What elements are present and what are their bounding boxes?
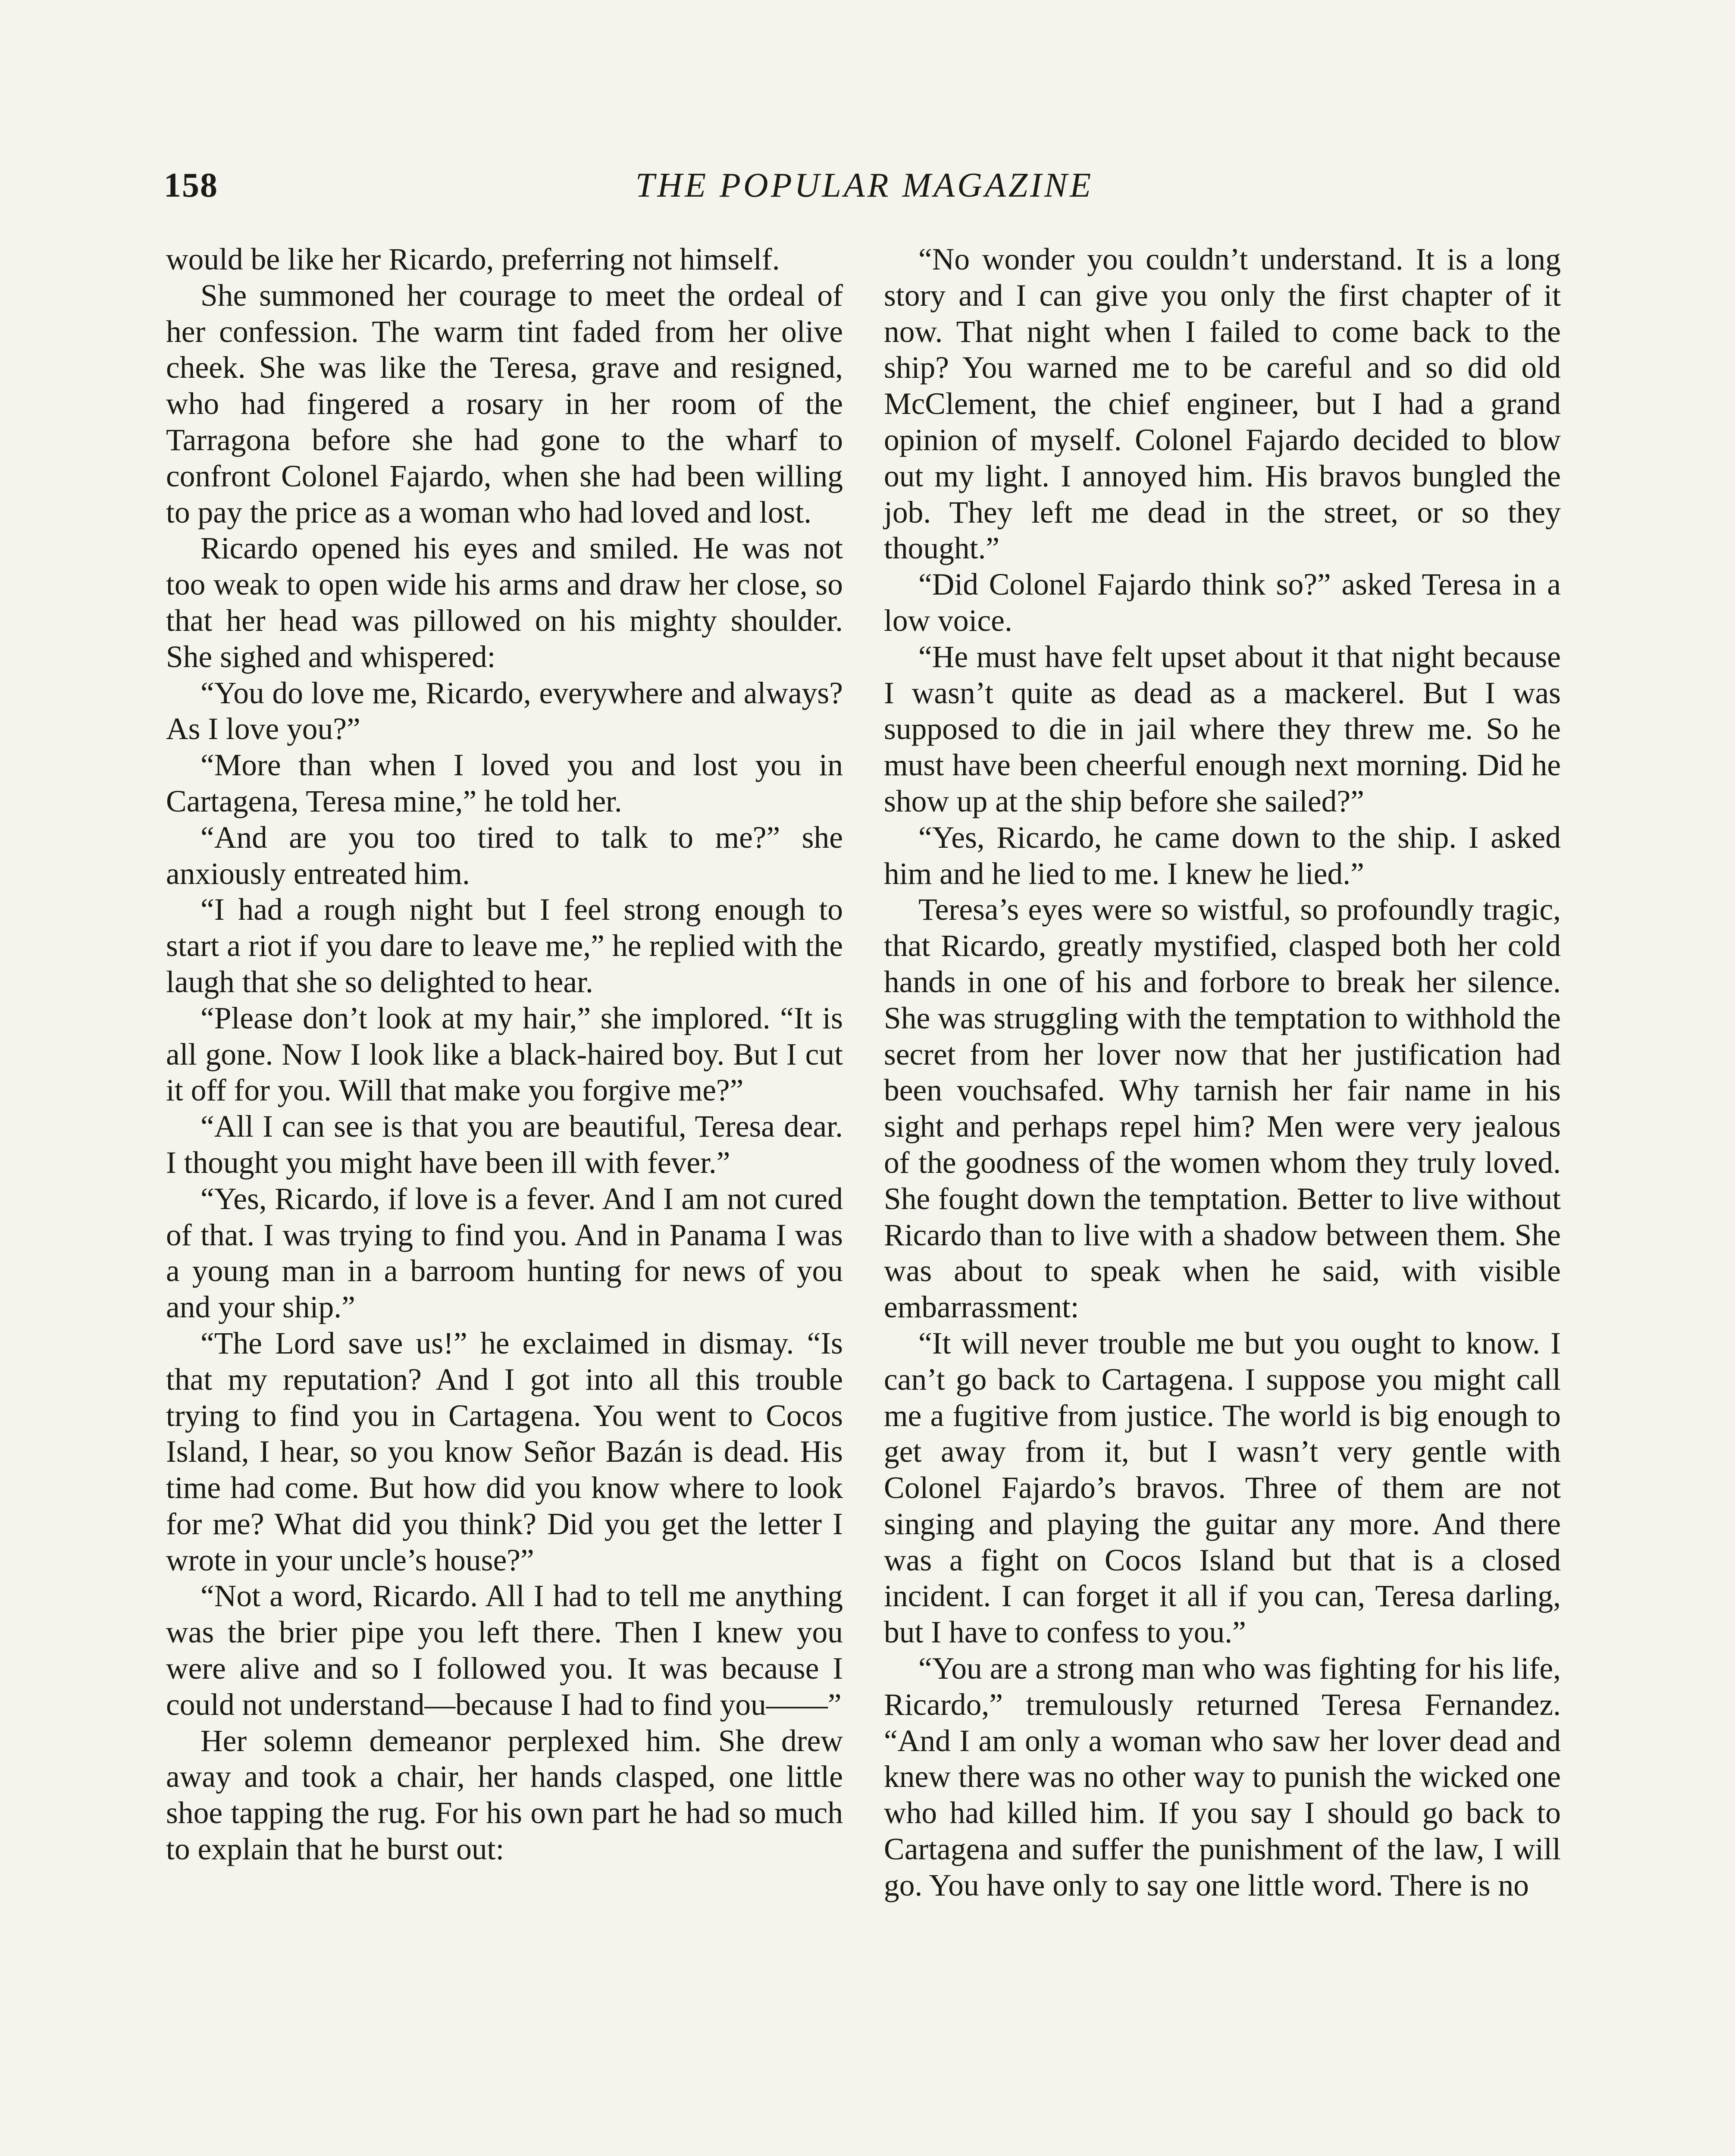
paragraph: “The Lord save us!” he exclaimed in dismay. “Is that my reputation? And I got into all this trouble trying to find you in Cartagena. You went to Cocos Island, I hear, so you know Señor Bazán is dead. His time had come. But how did you know where to look for me? What did you think? Did you get the letter I wrote in your uncle’s house?” bbox=[166, 1326, 843, 1577]
paragraph: “Yes, Ricardo, if love is a fever. And I am not cured of that. I was trying to find you. And in Panama I was a young man in a barroom hunting for news of you and your ship.” bbox=[166, 1181, 843, 1325]
paragraph: She summoned her courage to meet the ordeal of her confession. The warm tint faded from her olive cheek. She was like the Teresa, grave and resigned, who had fingered a rosary in her room of the Tarragona before she had gone to the wharf to confront Colonel Fajardo, when she had been willing to pay the price as a woman who had loved and lost. bbox=[166, 278, 843, 530]
paragraph: “Please don’t look at my hair,” she implored. “It is all gone. Now I look like a black-haired boy. But I cut it off for you. Will that make you forgive me?” bbox=[166, 1001, 843, 1108]
paragraph: “It will never trouble me but you ought to know. I can’t go back to Cartagena. I suppose you might call me a fugitive from justice. The world is big enough to get away from it, but I wasn’t very gentle with Colonel Fajardo’s bravos. Three of them are not singing and playing the guitar any more. And there was a fight on Cocos Island but that is a closed incident. I can forget it all if you can, Teresa darling, but I have to confess to you.” bbox=[884, 1326, 1561, 1650]
paragraph: “Did Colonel Fajardo think so?” asked Teresa in a low voice. bbox=[884, 567, 1561, 638]
paragraph: “I had a rough night but I feel strong enough to start a riot if you dare to leave me,” he replied with the laugh that she so delighted to hear. bbox=[166, 893, 843, 999]
page-number: 158 bbox=[164, 166, 218, 204]
page-header bbox=[164, 166, 1565, 218]
paragraph: “No wonder you couldn’t understand. It is a long story and I can give you only the first chapter of it now. That night when I failed to come back to the ship? You warned me to be careful and so did old McClement, the chief engineer, but I had a grand opinion of myself. Colonel Fajardo decided to blow out my light. I annoyed him. His bravos bungled the job. They left me dead in the street, or so they thought.” bbox=[884, 242, 1561, 566]
paragraph: “You do love me, Ricardo, everywhere and always? As I love you?” bbox=[166, 676, 843, 746]
paragraph: Her solemn demeanor perplexed him. She drew away and took a chair, her hands clasped, one little shoe tapping the rug. For his own part he had so much to explain that he burst out: bbox=[166, 1724, 843, 1867]
left-column bbox=[166, 241, 843, 1868]
paragraph: “Yes, Ricardo, he came down to the ship. I asked him and he lied to me. I knew he lied.” bbox=[884, 820, 1561, 891]
paragraph: would be like her Ricardo, preferring not himself. bbox=[166, 242, 780, 276]
paragraph: “Not a word, Ricardo. All I had to tell me anything was the brier pipe you left there. Then I knew you were alive and so I followed you. It was because I could not understand—because I had to find you——” bbox=[166, 1579, 843, 1722]
paragraph: “He must have felt upset about it that night because I wasn’t quite as dead as a mackerel. But I was supposed to die in jail where they threw me. So he must have been cheerful enough next morning. Did he show up at the ship before she sailed?” bbox=[884, 639, 1561, 818]
paragraph: “All I can see is that you are beautiful, Teresa dear. I thought you might have been ill with fever.” bbox=[166, 1109, 843, 1180]
paragraph: “And are you too tired to talk to me?” she anxiously entreated him. bbox=[166, 820, 843, 891]
paragraph: Teresa’s eyes were so wistful, so profoundly tragic, that Ricardo, greatly mystified, clasped both her cold hands in one of his and forbore to break her silence. She was struggling with the temptation to withhold the secret from her lover now that her justification had been vouchsafed. Why tarnish her fair name in his sight and perhaps repel him? Men were very jealous of the goodness of the women whom they truly loved. She fought down the temptation. Better to live without Ricardo than to live with a shadow between them. She was about to speak when he said, with visible embarrassment: bbox=[884, 893, 1561, 1325]
paragraph: “More than when I loved you and lost you in Cartagena, Teresa mine,” he told her. bbox=[166, 748, 843, 818]
paragraph: “You are a strong man who was fighting for his life, Ricardo,” tremulously returned Teresa Fernandez. “And I am only a woman who saw her lover dead and knew there was no other way to punish the wicked one who had killed him. If you say I should go back to Cartagena and suffer the punishment of the law, I will go. You have only to say one little word. There is no bbox=[884, 1651, 1561, 1902]
paragraph: Ricardo opened his eyes and smiled. He was not too weak to open wide his arms and draw her close, so that her head was pillowed on his mighty shoulder. She sighed and whispered: bbox=[166, 531, 843, 674]
magazine-title: THE POPULAR MAGAZINE bbox=[635, 166, 1094, 204]
right-column bbox=[884, 241, 1561, 1904]
